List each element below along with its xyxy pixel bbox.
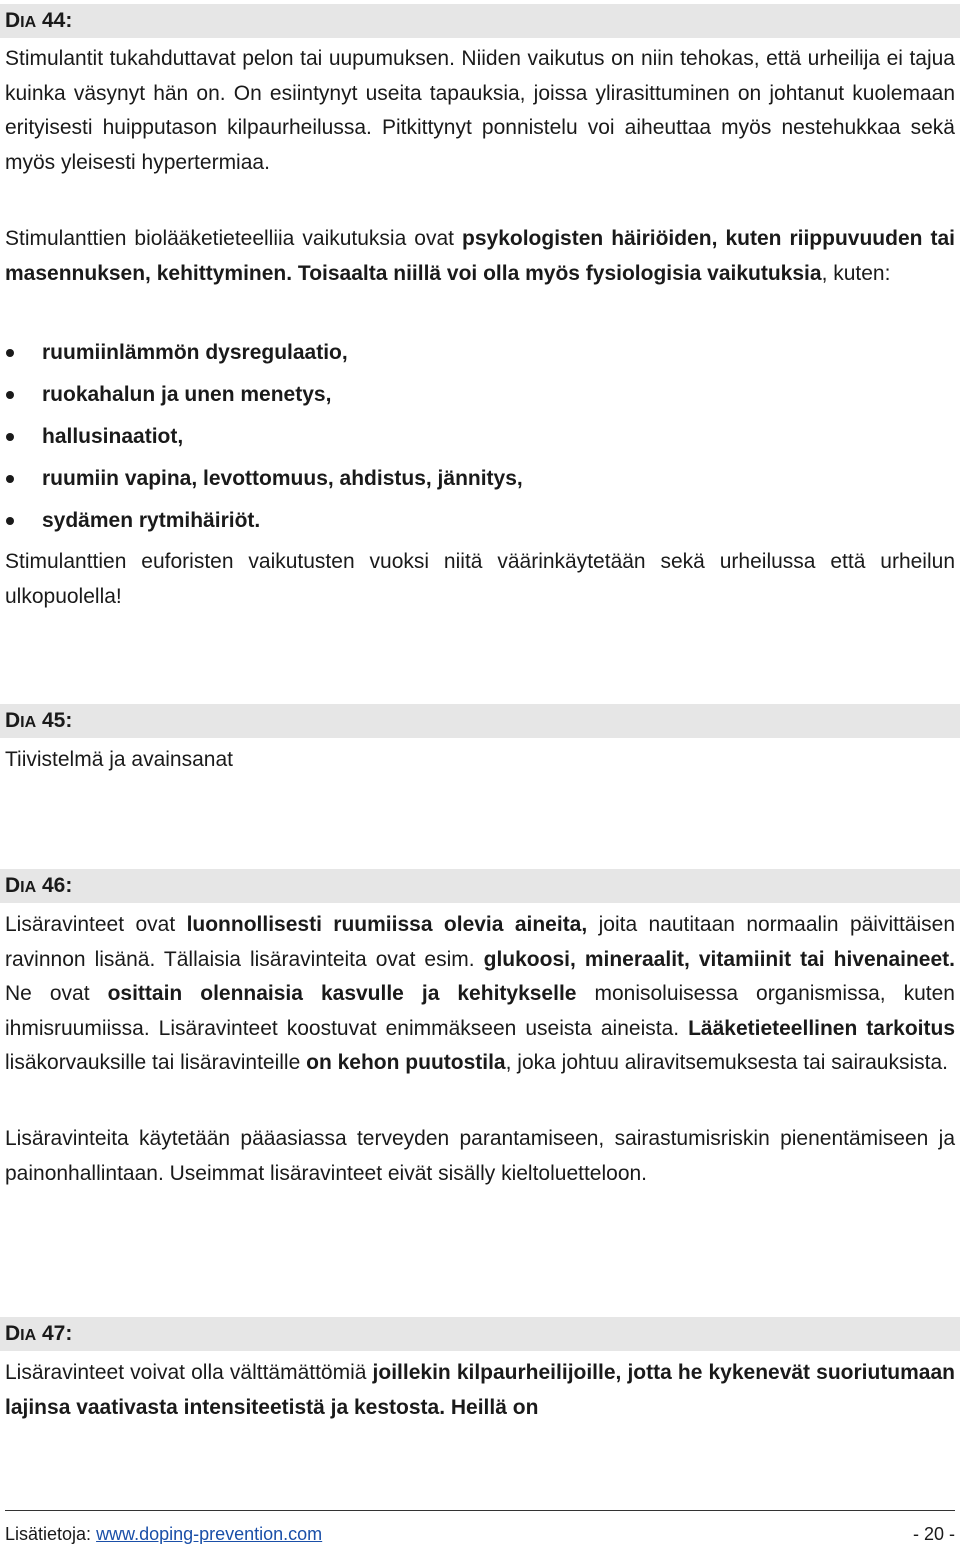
bold-span: Toisaalta niillä voi olla myös fysiologisia vaikutuksia [292,261,822,285]
bold-span: luonnollisesti ruumiissa olevia aineita, [186,913,588,936]
dia45-paragraph-1: Tiivistelmä ja avainsanat [5,748,233,771]
page-footer [5,1522,955,1546]
dia44-bullet-list [5,332,955,542]
list-item [5,500,955,542]
heading-number: 45: [36,709,73,732]
bullet-icon [6,475,14,483]
bullet-icon [6,391,14,399]
page-number: - 20 - [912,1524,955,1544]
text-span: Lisäravinteet voivat olla välttämättömiä [5,1361,373,1384]
bullet-icon [6,517,14,525]
dia44-paragraph-2 [5,222,955,291]
list-item [5,458,955,500]
heading-smallcaps: IA [20,1327,37,1344]
text-span: Lisäravinteet ovat [5,913,187,936]
list-item-text: ruokahalun ja unen menetys, [42,383,332,406]
heading-prefix: D [5,709,21,732]
heading-smallcaps: IA [20,879,37,896]
heading-prefix: D [5,874,21,897]
bold-span: joillekin kilpaurheilijoille, jotta he kykenevät suoriutumaan lajinsa vaativasta intensiteetistä ja kestosta. Heillä on [5,1361,955,1419]
text-span: Stimulanttien biolääketieteelliia vaikutuksia ovat [5,227,463,250]
text-span: , kuten: [821,261,891,285]
heading-smallcaps: IA [20,14,37,31]
bold-span: psykologisten häiriöiden, kuten riippuvuuden tai masennuksen, kehittyminen. [5,227,955,285]
bold-span: on kehon puutostila [306,1051,506,1074]
list-item-text: hallusinaatiot, [42,425,184,448]
list-item-text: ruumiin vapina, levottomuus, ahdistus, jännitys, [42,467,523,490]
bullet-icon [6,349,14,357]
list-item [5,374,955,416]
section-heading-dia46 [0,869,960,903]
bullet-icon [6,433,14,441]
list-item-text: ruumiinlämmön dysregulaatio, [42,341,348,364]
section-heading-dia45 [0,704,960,738]
bold-span: Lääketieteellinen tarkoitus [688,1016,955,1040]
section-heading-dia47 [0,1317,960,1351]
text-span: Ne ovat [5,982,108,1005]
list-item [5,416,955,458]
heading-number: 47: [36,1322,73,1345]
bold-span: glukoosi, mineraalit, vitamiinit tai hivenaineet. [483,947,955,971]
footer-label: Lisätietoja: [5,1524,97,1544]
footer-divider [5,1510,955,1511]
dia46-paragraph-2: Lisäravinteita käytetään pääasiassa terveyden parantamiseen, sairastumisriskin pienentämiseen ja painonhallintaan. Useimmat lisäravinteet eivät sisälly kieltoluetteloon. [5,1127,955,1185]
heading-number: 44: [36,9,73,32]
text-span: monisoluisessa organismissa, kuten ihmisruumiissa. Lisäravinteet koostuvat enimmäkseen useista aineista. [5,982,955,1040]
list-item [5,332,955,374]
heading-number: 46: [36,874,73,897]
text-span: joita nautitaan normaalin päivittäisen ravinnon lisänä. Tällaisia lisäravinteita ovat esim. [5,913,955,971]
list-item-text: sydämen rytmihäiriöt. [42,509,261,532]
dia44-paragraph-3: Stimulanttien euforisten vaikutusten vuoksi niitä väärinkäytetään sekä urheilussa että urheilun ulkopuolella! [5,550,955,608]
section-heading-dia44 [0,4,960,38]
heading-prefix: D [5,9,21,32]
bold-span: osittain olennaisia kasvulle ja kehitykselle [107,982,577,1005]
footer-link[interactable]: www.doping-prevention.com [96,1524,323,1544]
heading-smallcaps: IA [20,714,37,731]
text-span: lisäkorvauksille tai lisäravinteille [5,1051,307,1074]
heading-prefix: D [5,1322,21,1345]
dia46-paragraph-1 [5,908,955,1081]
text-span: , joka johtuu aliravitsemuksesta tai sairauksista. [505,1051,948,1074]
dia44-paragraph-1: Stimulantit tukahduttavat pelon tai uupumuksen. Niiden vaikutus on niin tehokas, että urheilija ei tajua kuinka väsynyt hän on. On esiintynyt useita tapauksia, joissa ylirasittuminen on johtanut kuolemaan erityisesti huipputason kilpaurheilussa. Pitkittynyt ponnistelu voi aiheuttaa myös nestehukkaa sekä myös yleisesti hypertermiaa. [5,47,955,174]
dia47-paragraph-1 [5,1356,955,1425]
